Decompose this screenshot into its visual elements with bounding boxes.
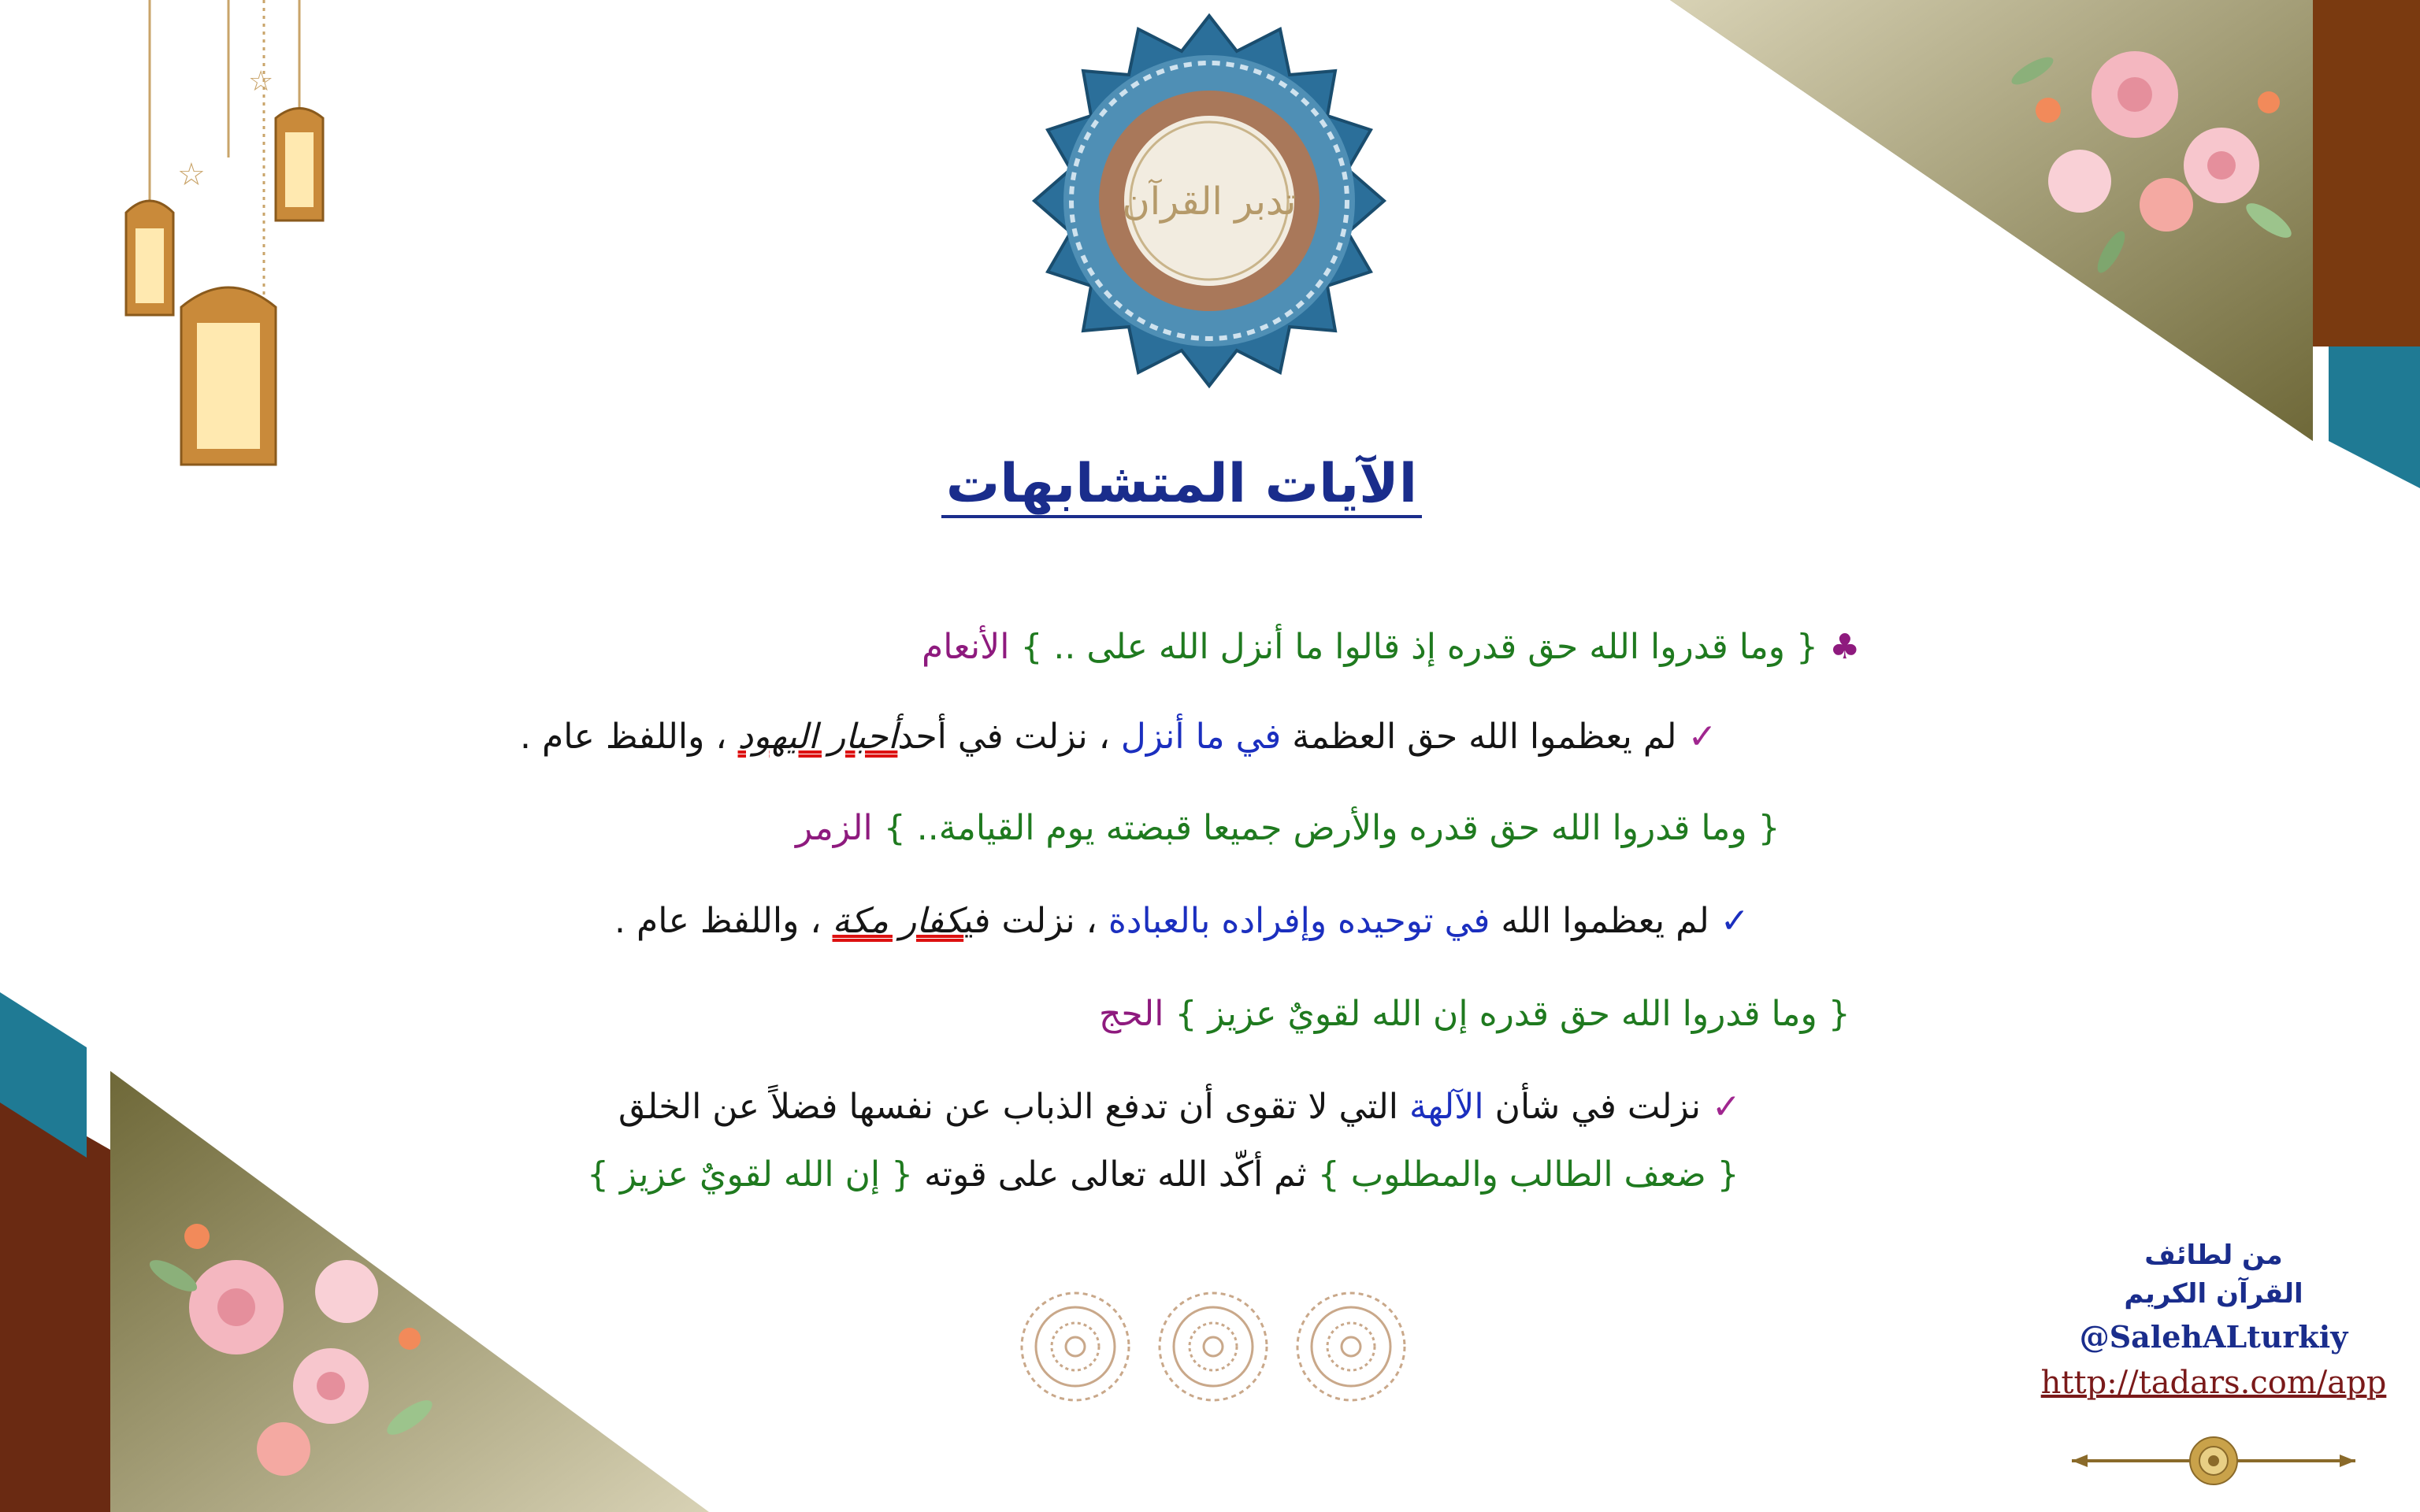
bottom-left-decoration [0,976,709,1512]
star-icon: ☆ [177,157,206,193]
note-line-3b: { ضعف الطالب والمطلوب } ثم أكّد الله تعالى على قوته { إن الله لقويٌ عزيز } [587,1154,1739,1195]
verse-line-anam: ♣ { وما قدروا الله حق قدره إذ قالوا ما أنزل الله على .. } الأنعام [922,627,1861,667]
page-title: الآيات المتشابهات [867,453,1497,515]
tadars-link[interactable]: http://tadars.com/app [2040,1364,2387,1401]
footer-credits [2017,1236,2411,1406]
club-bullet-icon: ♣ [1829,627,1861,667]
quran-medallion [1016,8,1402,394]
lantern-icon [276,109,323,221]
note-line-3: ✓ نزلت في شأن الآلهة التي لا تقوى أن تدفع الذباب عن نفسها فضلاً عن الخلق [618,1087,1741,1127]
top-right-decoration [1670,0,2420,488]
lantern-icon [181,287,276,465]
mandala-ornaments [1016,1284,1426,1410]
mandala-icon [1022,1293,1129,1400]
footer-line-2: القرآن الكريم [2124,1278,2303,1310]
checkmark-icon: ✓ [1720,901,1750,941]
checkmark-icon: ✓ [1712,1087,1741,1127]
ornament-divider [2072,1429,2355,1492]
mandala-icon [1297,1293,1405,1400]
star-icon: ☆ [248,65,274,98]
twitter-handle: @SalehALturkiy [2079,1318,2348,1354]
lantern-icon [126,201,173,315]
note-line-1: ✓ لم يعظموا الله حق العظمة في ما أنزل ، نزلت في أحدأحبار اليهود ، واللفظ عام . [520,717,1717,757]
medallion-calligraphy: تدبر القرآن [1122,180,1297,224]
footer-line-1: من لطائف [2144,1240,2283,1271]
note-line-2: ✓ لم يعظموا الله في توحيده وإفراده بالعبادة ، نزلت فيكفار مكة ، واللفظ عام . [614,901,1750,941]
verse-line-hajj: { وما قدروا الله حق قدره إن الله لقويٌ عزيز } الحج [1099,994,1850,1034]
verse-line-zumar: { وما قدروا الله حق قدره والأرض جميعا قبضته يوم القيامة.. } الزمر [796,808,1780,848]
checkmark-icon: ✓ [1687,717,1717,757]
mandala-icon [1160,1293,1267,1400]
lanterns-decoration [95,0,354,488]
